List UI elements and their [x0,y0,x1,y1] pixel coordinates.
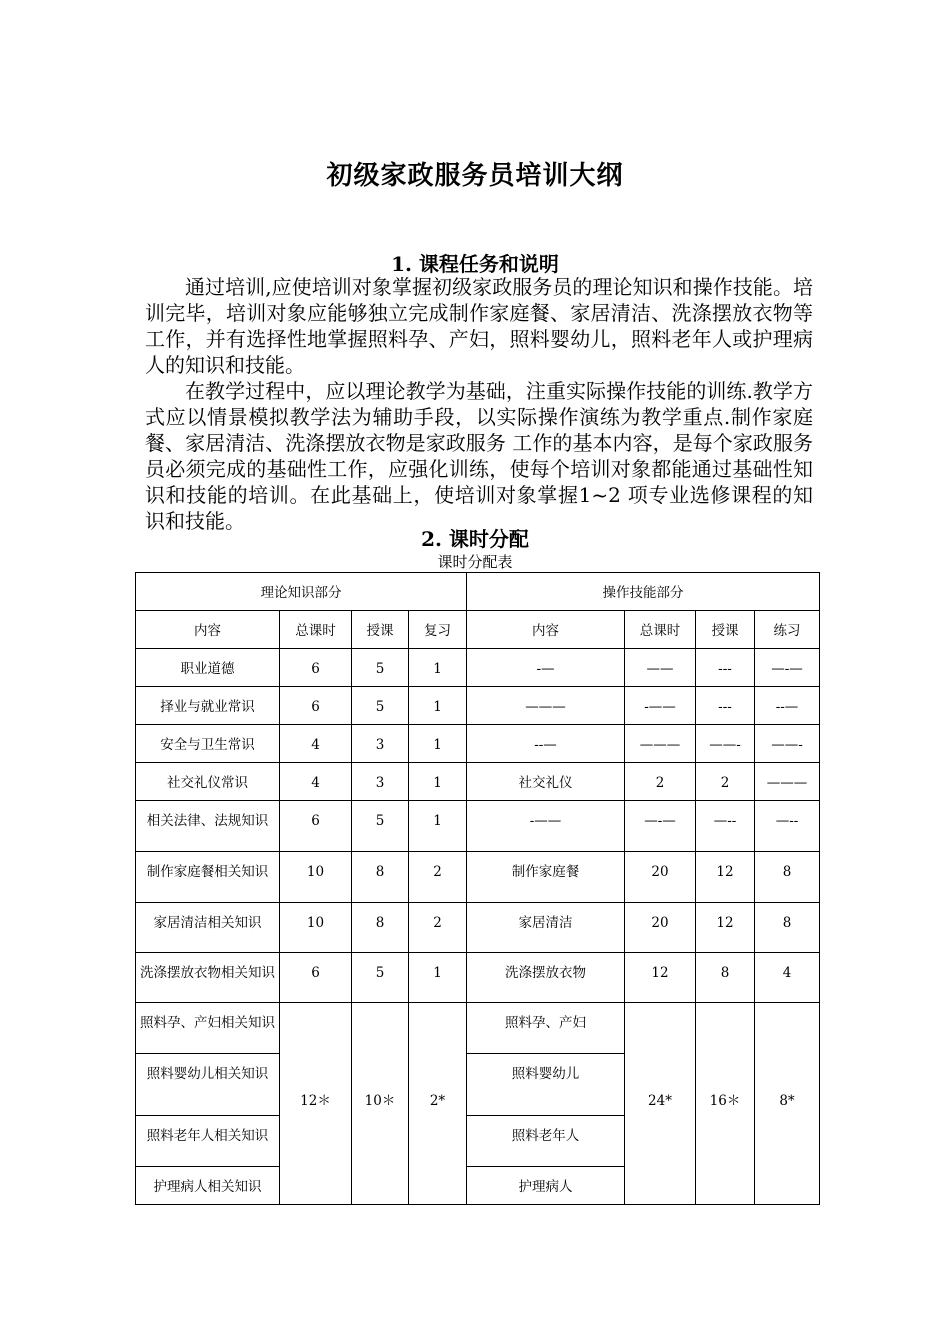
table-row [136,903,820,953]
elective-theory-review: 2* [409,1003,467,1205]
table-cell: 3 [352,763,409,801]
table-row-elective [136,1003,820,1054]
theory-group-header: 理论知识部分 [136,573,467,611]
table-cell: 制作家庭餐相关知识 [136,852,280,903]
elective-theory-item: 护理病人相关知识 [136,1167,280,1205]
table-cell: 20 [625,852,696,903]
table-cell: 4 [280,725,352,763]
elective-practice-item: 照料婴幼儿 [467,1054,625,1116]
table-cell: 洗涤摆放衣物相关知识 [136,953,280,1003]
table-cell: 8 [755,852,820,903]
table-cell: 5 [352,953,409,1003]
column-header: 总课时 [280,611,352,649]
table-cell: —-— [755,649,820,687]
table-cell: 2 [409,852,467,903]
table-cell: 5 [352,801,409,852]
elective-theory-item: 照料婴幼儿相关知识 [136,1054,280,1116]
table-cell: 8 [755,903,820,953]
table-row [136,649,820,687]
table-cell: 1 [409,649,467,687]
table-cell: 洗涤摆放衣物 [467,953,625,1003]
table-row [136,801,820,852]
column-header: 练习 [755,611,820,649]
section-heading-hour-allocation: 2. 课时分配 [421,527,529,551]
elective-theory-lecture: 10＊ [352,1003,409,1205]
table-cell: 20 [625,903,696,953]
table-cell: 1 [409,725,467,763]
table-cell: 职业道德 [136,649,280,687]
table-cell: 6 [280,953,352,1003]
section-heading-course-tasks: 1. 课程任务和说明 [391,252,559,276]
table-cell: 家居清洁 [467,903,625,953]
table-cell: 12 [625,953,696,1003]
table-cell: -—— [467,801,625,852]
table-cell: ——- [755,725,820,763]
table-cell: 择业与就业常识 [136,687,280,725]
table-cell: 2 [625,763,696,801]
elective-practice-item: 照料孕、产妇 [467,1003,625,1054]
column-header: 总课时 [625,611,696,649]
elective-practice-item: 照料老年人 [467,1116,625,1167]
table-row [136,687,820,725]
table-row [136,852,820,903]
table-cell: 10 [280,903,352,953]
practice-group-header: 操作技能部分 [467,573,820,611]
column-header: 内容 [467,611,625,649]
table-cell: --— [755,687,820,725]
table-cell: 社交礼仪 [467,763,625,801]
table-cell: 家居清洁相关知识 [136,903,280,953]
table-cell: —-- [755,801,820,852]
table-cell: --- [696,649,755,687]
table-cell: 4 [280,763,352,801]
table-cell: 6 [280,801,352,852]
paragraph: 在教学过程中，应以理论教学为基础，注重实际操作技能的训练.教学方式应以情景模拟教学法为辅助手段，以实际操作演练为教学重点.制作家庭餐、家居清洁、洗涤摆放衣物是家政服务 工作的基本内容，是每个家政服务员必须完成的基础性工作，应强化训练，使每个培训对象都能通过基础性知识和技能的培训。在此基础上，使培训对象掌握1~2 项专业选修课程的知识和技能。 [145,379,813,533]
table-cell: 3 [352,725,409,763]
table-cell: 2 [696,763,755,801]
table-cell: —— [625,649,696,687]
elective-practice-item: 护理病人 [467,1167,625,1205]
table-cell: 2 [409,903,467,953]
table-cell: 5 [352,649,409,687]
table-cell: ——- [696,725,755,763]
table-caption: 课时分配表 [437,553,513,571]
paragraph: 通过培训,应使培训对象掌握初级家政服务员的理论知识和操作技能。培训完毕，培训对象应能够独立完成制作家庭餐、家居清洁、洗涤摆放衣物等工作，并有选择性地掌握照料孕、产妇，照料婴幼儿，照料老年人或护理病人的知识和技能。 [145,275,813,377]
table-cell: 1 [409,953,467,1003]
table-cell: ——— [625,725,696,763]
elective-theory-item: 照料老年人相关知识 [136,1116,280,1167]
column-header: 复习 [409,611,467,649]
table-column-header-row [136,611,820,649]
table-cell: 8 [352,903,409,953]
table-cell: 1 [409,687,467,725]
table-cell: —-- [696,801,755,852]
table-cell: —-— [625,801,696,852]
table-cell: 制作家庭餐 [467,852,625,903]
table-cell: --- [696,687,755,725]
elective-practice-lecture: 16＊ [696,1003,755,1205]
table-group-header-row [136,573,820,611]
table-cell: 6 [280,687,352,725]
table-cell: -—— [625,687,696,725]
table-cell: 10 [280,852,352,903]
elective-practice-drill: 8* [755,1003,820,1205]
table-cell: 12 [696,852,755,903]
table-row [136,953,820,1003]
table-cell: 1 [409,763,467,801]
table-cell: 12 [696,903,755,953]
page-title: 初级家政服务员培训大纲 [326,161,624,191]
table-cell: ——— [755,763,820,801]
table-cell: --— [467,725,625,763]
table-cell: -— [467,649,625,687]
table-cell: 8 [696,953,755,1003]
elective-theory-item: 照料孕、产妇相关知识 [136,1003,280,1054]
table-cell: 6 [280,649,352,687]
table-cell: 5 [352,687,409,725]
table-cell: 8 [352,852,409,903]
table-cell: 安全与卫生常识 [136,725,280,763]
body-text [145,274,813,534]
column-header: 授课 [352,611,409,649]
table-cell: ——— [467,687,625,725]
elective-practice-total: 24* [625,1003,696,1205]
table-cell: 社交礼仪常识 [136,763,280,801]
elective-theory-total: 12＊ [280,1003,352,1205]
hour-allocation-table [135,572,820,1205]
table-row [136,725,820,763]
column-header: 内容 [136,611,280,649]
column-header: 授课 [696,611,755,649]
table-cell: 1 [409,801,467,852]
table-row [136,763,820,801]
table-cell: 相关法律、法规知识 [136,801,280,852]
table-cell: 4 [755,953,820,1003]
